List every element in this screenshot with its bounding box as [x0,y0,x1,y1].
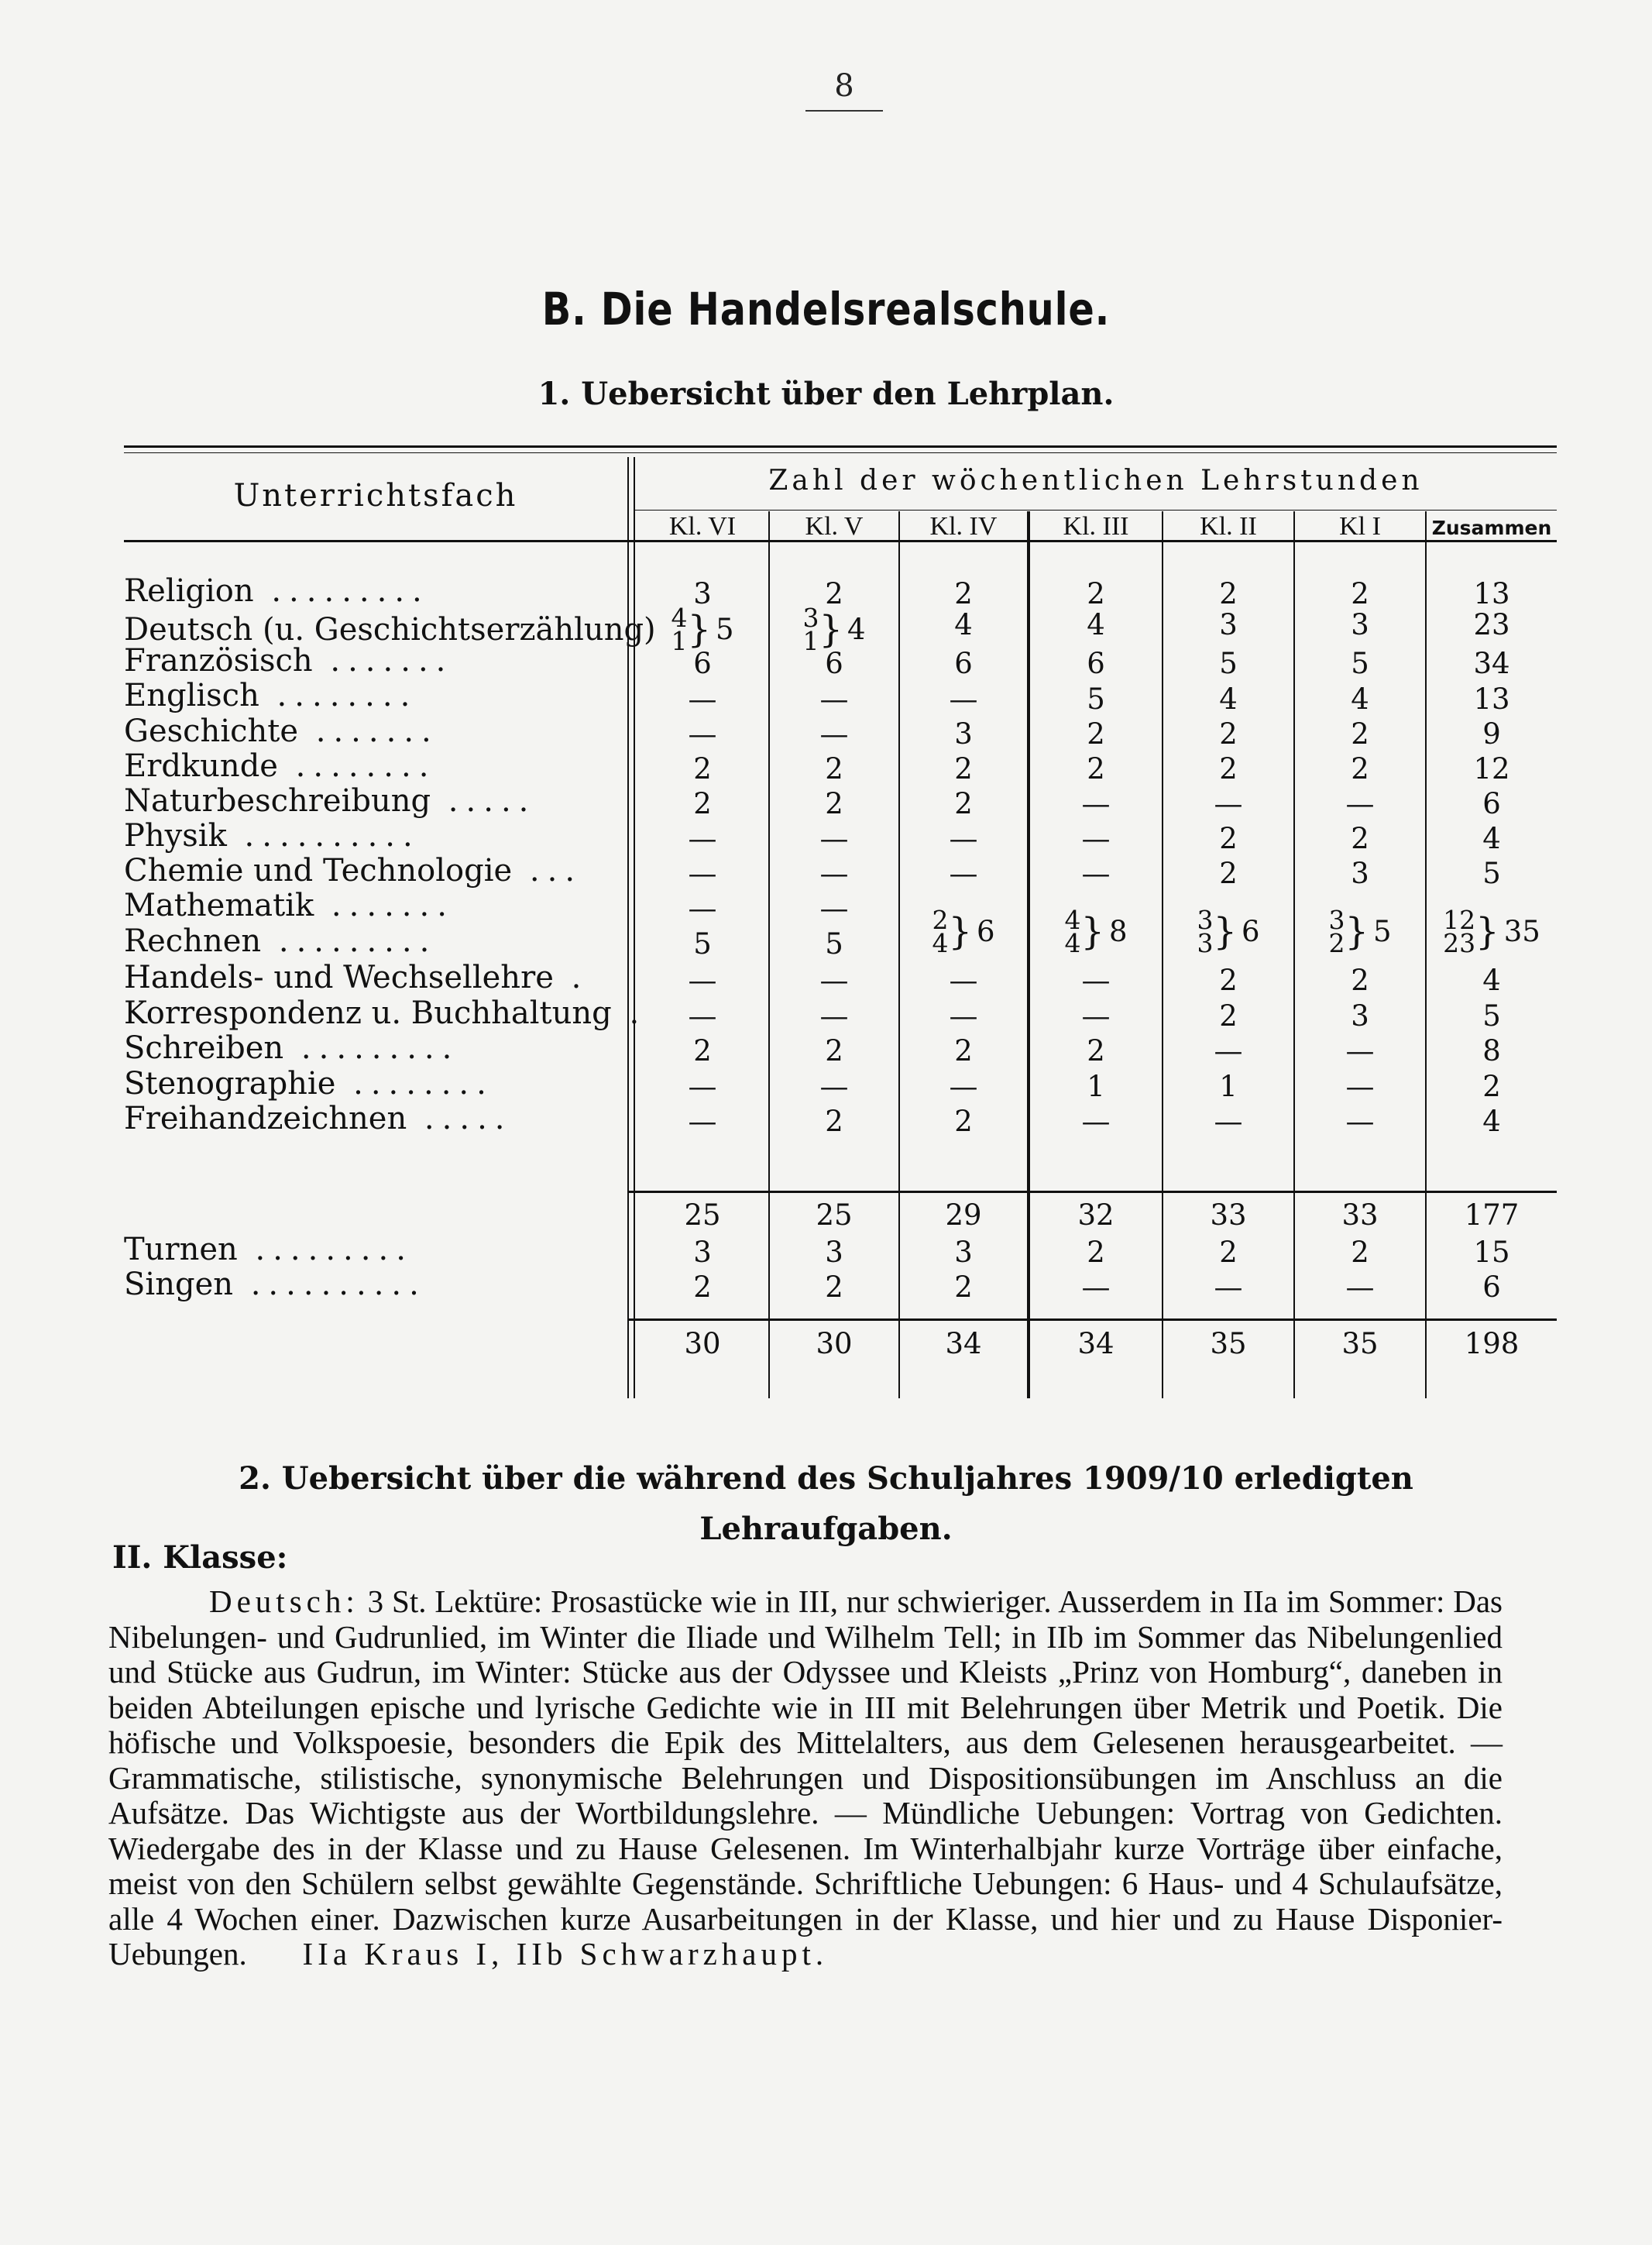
class-header-rule [635,510,1557,511]
paragraph-lead: Deutsch: [209,1583,359,1619]
subject-name: Singen [124,1267,233,1302]
table-cell: 2 [1219,964,1238,997]
table-cell: 2 [954,787,973,820]
table-cell: — [819,717,849,751]
table-cell: — [949,822,978,855]
table-cell: 8 [1482,1034,1501,1067]
split-part: 4 [1064,927,1081,958]
table-cell: — [1345,1034,1375,1067]
paragraph-body: 3 St. Lektüre: Prosastücke wie in III, nur schwieriger. Ausserdem in IIa im Sommer: Das Nibelungen- und Gudrunlied, im Winter die Iliade und Wilhelm Tell; in IIb im Sommer das Nibelungenlied und Stücke aus Gudrun, im Winter: Stücke aus der Odyssee und Kleists „Prinz von Homburg“, daneben in beiden Abteilungen epische und lyrische Gedichte wie in III mit Belehrungen über Metrik und Poetik. Die höfische und Volkspoesie, besonders die Epik des Mittelalters, aus dem Gelesenen herausgearbeitet. — Grammatische, stilistische, synonymische Belehrungen und Dispositionsübungen im Anschluss an die Aufsätze. Das Wichtigste aus der Wortbildungslehre. — Mündliche Uebungen: Vortrag von Gedichten. Wiedergabe des in der Klasse und zu Hause Gelesenen. Im Winterhalbjahr kurze Vorträge über einfache, meist von den Schülern selbst gewählte Gegenstände. Schriftliche Uebungen: 6 Haus- und 4 Schulaufsätze, alle 4 Wochen einer. Dazwischen kurze Ausarbeitungen in der Klasse, und hier und zu Hause Disponier-Uebungen. [108,1583,1503,1972]
table-cell: 2 [1351,822,1369,855]
table-cell: 2 [1087,577,1105,610]
split-part: 23 [1443,927,1476,958]
table-cell: — [688,717,717,751]
subtotal-cell: 33 [1210,1198,1247,1232]
table-cell: — [688,999,717,1033]
table-cell: 2 [1351,577,1369,610]
table-cell: 2 [1219,857,1238,890]
subject-name: Erdkunde [124,748,278,784]
subtotal-cell: 33 [1341,1198,1379,1232]
table-cell: — [1081,787,1111,820]
table-cell: 2 [1219,752,1238,786]
subject-name: Stenographie [124,1066,336,1102]
table-cell: 3 [825,1236,843,1269]
table-cell: 2 [1351,717,1369,751]
subject-name: Deutsch (u. Geschichtserzählung) [124,612,656,648]
table-cell: — [949,964,978,997]
table-cell: 6 [1087,647,1105,680]
table-cell: 2 [825,1105,843,1138]
table-cell: 2 [1087,717,1105,751]
table-cell: 1 [1219,1070,1238,1103]
subtotal-cell: 177 [1464,1198,1520,1232]
subject-label [124,713,439,749]
section-title: B. Die Handelsrealschule. [541,283,1111,335]
table-cell: 2 [954,1034,973,1067]
table-cell: — [819,999,849,1033]
split-sum: 5 [716,613,734,647]
leader-dots: ........ [335,1066,494,1102]
table-cell: 5 [1087,682,1105,716]
table-cell: 2 [1351,1236,1369,1269]
split-part: 4 [1064,905,1081,935]
table-cell: 4 [1219,682,1238,716]
table-cell: 5 [825,927,843,961]
table-cell: 4 [1482,964,1501,997]
table-cell: 4 [954,608,973,641]
subtotal-rule [627,1191,1557,1193]
brace-glyph: } [1345,909,1369,954]
math-i-split [1295,905,1425,958]
subject-label [124,783,536,819]
table-cell: — [688,682,717,716]
math-ii-split-parts [1197,905,1214,958]
subject-name: Chemie und Technologie [124,853,513,889]
split-sum: 6 [977,915,995,949]
subtotal-cell: 29 [945,1198,982,1232]
table-cell: — [688,964,717,997]
table-cell: 9 [1482,717,1501,751]
split-part: 2 [1328,927,1345,958]
table-cell: — [949,999,978,1033]
table-cell: 15 [1473,1236,1510,1269]
table-cell: 3 [954,717,973,751]
table-cell: — [1081,822,1111,855]
subject-label [124,643,453,679]
klasse-heading: II. Klasse: [112,1539,288,1576]
split-part: 3 [1197,927,1214,958]
split-part: 4 [932,927,949,958]
table-cell: — [949,857,978,890]
table-cell: — [688,892,717,925]
table-cell: 6 [954,647,973,680]
table-cell: 2 [825,1034,843,1067]
table-cell: 3 [1351,857,1369,890]
subject-name: Physik [124,818,227,854]
table-cell: — [819,857,849,890]
table-cell: — [1214,1034,1243,1067]
grand-total-cell: 34 [945,1327,982,1360]
math-total-split-parts [1443,905,1476,958]
table-cell: — [819,964,849,997]
subject-label [124,853,582,889]
grand-total-cell: 35 [1210,1327,1247,1360]
split-part: 3 [1328,905,1345,935]
table-cell: 2 [954,577,973,610]
subject-name: Handels- und Wechsellehre [124,960,554,995]
leader-dots: ......... [261,923,438,959]
subject-name: Schreiben [124,1030,284,1066]
deutsch-paragraph [108,1584,1503,1972]
leader-dots: . [553,960,589,995]
table-cell: 2 [1219,822,1238,855]
subject-name: Geschichte [124,713,299,749]
leader-dots: ..... [431,783,537,819]
table-cell: — [949,682,978,716]
table-cell: 5 [1219,647,1238,680]
table-cell: — [1081,857,1111,890]
table-cell: 4 [1087,608,1105,641]
class-header-total: Zusammen [1431,517,1552,539]
table-cell: — [1081,1270,1111,1304]
subject-name: Religion [124,573,254,609]
table-cell: — [819,822,849,855]
subject-name: Englisch [124,678,259,713]
leader-dots: ......... [283,1030,460,1066]
table-cell: 2 [1219,717,1238,751]
leader-dots: ........ [277,748,437,784]
table-cell: 2 [954,752,973,786]
table-cell: 2 [825,577,843,610]
split-part: 1 [802,625,819,656]
table-cell: 2 [954,1105,973,1138]
table-cell: — [1345,787,1375,820]
table-cell: — [1081,964,1111,997]
split-part: 1 [671,625,688,656]
subject-header: Unterrichtsfach [233,478,518,514]
total-rule [627,1318,1557,1321]
split-sum: 35 [1503,915,1540,949]
table-cell: 12 [1473,752,1510,786]
leader-dots: ......... [253,573,430,609]
table-cell: 2 [1219,577,1238,610]
deutsch-v-split-parts [802,603,819,656]
table-cell: — [688,1070,717,1103]
brace-glyph: } [1213,909,1237,954]
table-cell: — [1081,1105,1111,1138]
table-cell: 2 [1219,999,1238,1033]
math-ii-split [1163,905,1293,958]
leader-dots: ......... [237,1232,414,1267]
table-cell: 2 [1219,1236,1238,1269]
leader-dots: .......... [226,818,421,854]
table-cell: 6 [1482,1270,1501,1304]
math-iii-split [1030,905,1162,958]
subtotal-cell: 25 [684,1198,721,1232]
table-cell: — [819,1070,849,1103]
table-cell: 4 [1351,682,1369,716]
table-cell: 5 [1482,857,1501,890]
deutsch-vi-split-parts [671,603,688,656]
subject-label [124,995,647,1031]
class-header-iii: Kl. III [1063,512,1129,541]
page-number: 8 [805,68,883,112]
table-cell: 2 [693,787,712,820]
table-cell: 2 [954,1270,973,1304]
subject-name: Freihandzeichnen [124,1101,407,1136]
deutsch-vi-split [637,603,768,656]
table-cell: 2 [825,1270,843,1304]
subject-name: Naturbeschreibung [124,783,431,819]
table-cell: 3 [1351,999,1369,1033]
split-sum: 6 [1242,915,1260,949]
table-cell: 5 [1482,999,1501,1033]
table-cell: 2 [1351,752,1369,786]
subject-label [124,1267,427,1302]
table-cell: — [1081,999,1111,1033]
table-cell: 2 [693,752,712,786]
class-header-iv: Kl. IV [929,512,998,541]
table-cell: 13 [1473,682,1510,716]
class-header-v: Kl. V [805,512,864,541]
table-cell: — [819,682,849,716]
table-cell: 2 [825,752,843,786]
class-header-i: Kl I [1339,512,1381,541]
split-sum: 5 [1373,915,1392,949]
split-sum: 8 [1109,915,1128,949]
table-cell: 2 [1087,752,1105,786]
table-cell: 2 [1482,1070,1501,1103]
grand-total-cell: 34 [1077,1327,1114,1360]
table-cell: — [819,892,849,925]
math-iv-split-parts [932,905,949,958]
table-cell: 4 [1482,1105,1501,1138]
table-cell: 5 [1351,647,1369,680]
subject-name: Französisch [124,643,313,679]
leader-dots: ..... [407,1101,513,1136]
brace-glyph: } [948,909,972,954]
grand-total-cell: 198 [1464,1327,1520,1360]
subject-name: Korrespondenz u. Buchhaltung [124,995,612,1031]
hours-header: Zahl der wöchentlichen Lehrstunden [768,465,1424,497]
subject-name: Rechnen [124,923,262,959]
brace-glyph: } [1080,909,1104,954]
subject-label [124,573,430,609]
table-cell: — [1214,1105,1243,1138]
subject-label [124,818,421,854]
table-cell: 6 [1482,787,1501,820]
leader-dots: ... [512,853,583,889]
table-cell: 13 [1473,577,1510,610]
subject-label [124,923,437,959]
table-cell: — [688,822,717,855]
split-part: 2 [932,905,949,935]
subject-label [124,1066,494,1102]
lehrplan-table [124,445,1557,1398]
grand-total-cell: 30 [816,1327,853,1360]
grand-total-cell: 35 [1341,1327,1379,1360]
table-cell: 2 [693,1034,712,1067]
leader-dots: ....... [314,888,455,923]
lehraufgaben-subtitle-line2: Lehraufgaben. [699,1511,953,1547]
leader-dots: ....... [298,713,439,749]
lehrplan-subtitle: 1. Uebersicht über den Lehrplan. [538,376,1114,412]
deutsch-v-split [770,603,898,656]
lehraufgaben-subtitle-line1: 2. Uebersicht über die während des Schuljahres 1909/10 erledigten [239,1460,1413,1497]
top-rule-thin [124,452,1557,453]
table-cell: 23 [1473,608,1510,641]
table-cell: 3 [1351,608,1369,641]
brace-glyph: } [1475,909,1499,954]
subject-col-rule-b [634,457,635,1398]
leader-dots: . [611,995,647,1031]
split-part: 12 [1443,905,1476,935]
table-cell: — [1345,1270,1375,1304]
table-cell: 2 [693,1270,712,1304]
subject-label [124,1030,459,1066]
subject-label [124,960,589,995]
table-cell: — [1214,787,1243,820]
table-cell: — [949,1070,978,1103]
split-sum: 4 [847,613,866,647]
table-cell: 34 [1473,647,1510,680]
math-iv-split [900,905,1027,958]
table-cell: 6 [693,647,712,680]
table-cell: 2 [1087,1236,1105,1269]
table-cell: 1 [1087,1070,1105,1103]
subject-name: Turnen [124,1232,238,1267]
subtotal-cell: 25 [816,1198,853,1232]
table-cell: 2 [1351,964,1369,997]
brace-glyph: } [687,607,711,651]
paragraph-teachers: IIa Kraus I, IIb Schwarzhaupt. [302,1936,829,1972]
table-cell: 5 [693,927,712,961]
subject-col-rule-a [627,457,629,1398]
table-cell: 6 [825,647,843,680]
table-cell: — [1345,1105,1375,1138]
table-cell: — [1345,1070,1375,1103]
leader-dots: ........ [259,678,418,713]
brace-glyph: } [819,607,843,651]
table-cell: — [688,857,717,890]
table-cell: 3 [693,577,712,610]
split-part: 3 [802,603,819,633]
class-header-vi: Kl. VI [668,512,737,541]
subject-label [124,1101,513,1136]
math-iii-split-parts [1064,905,1081,958]
subject-name: Mathematik [124,888,314,923]
table-cell: — [688,1105,717,1138]
table-cell: 2 [825,787,843,820]
class-header-ii: Kl. II [1200,512,1257,541]
subtotal-cell: 32 [1077,1198,1114,1232]
table-cell: — [1214,1270,1243,1304]
math-total-split [1427,905,1557,958]
table-cell: 4 [1482,822,1501,855]
leader-dots: .......... [233,1267,427,1302]
table-cell: 3 [1219,608,1238,641]
subject-label [124,678,417,713]
table-cell: 2 [1087,1034,1105,1067]
split-part: 4 [671,603,688,633]
table-cell: 3 [693,1236,712,1269]
subject-label [124,748,436,784]
grand-total-cell: 30 [684,1327,721,1360]
leader-dots: ....... [312,643,454,679]
subject-label [124,1232,414,1267]
top-rule [124,445,1557,448]
subject-label [124,888,455,923]
split-part: 3 [1197,905,1214,935]
math-i-split-parts [1328,905,1345,958]
table-cell: 3 [954,1236,973,1269]
